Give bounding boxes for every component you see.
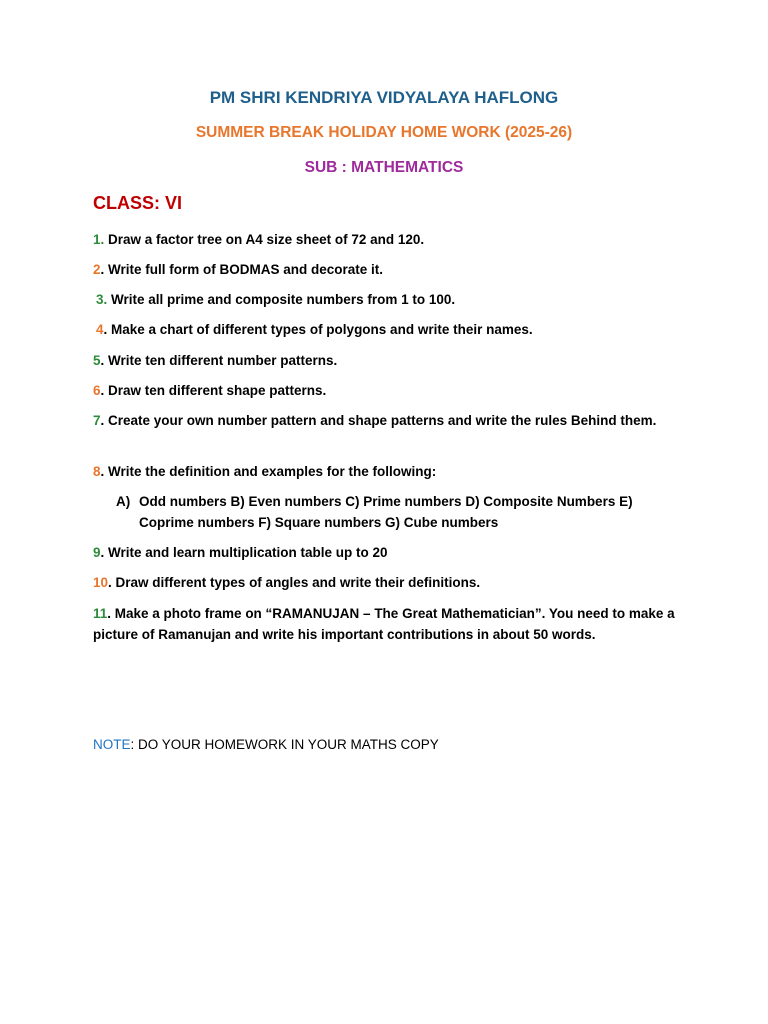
task-item-1 [93, 230, 683, 251]
task-number: 5 [93, 353, 101, 368]
task-number: 10 [93, 575, 109, 590]
task-number: 2 [93, 262, 101, 277]
task-text: . Write and learn multiplication table up to 20 [100, 545, 388, 560]
task-text: . Make a chart of different types of polygons and write their names. [103, 322, 533, 337]
task-item-5 [93, 351, 683, 372]
note-label: NOTE [93, 737, 131, 752]
task-number: 4 [96, 322, 104, 337]
task-number: 7 [93, 413, 101, 428]
task-number: 11 [93, 606, 108, 621]
task-text: . Write full form of BODMAS and decorate it. [100, 262, 384, 277]
task-item-11 [93, 604, 683, 645]
task-text: . Write the definition and examples for the following: [100, 464, 437, 479]
sub-item-text: Odd numbers B) Even numbers C) Prime numbers D) Composite Numbers E) Coprime numbers F) Square numbers G) Cube numbers [139, 494, 633, 530]
task-item-3 [96, 290, 686, 311]
task-item-2 [93, 260, 683, 281]
task-item-9 [93, 543, 683, 564]
school-title: PM SHRI KENDRIYA VIDYALAYA HAFLONG [209, 88, 559, 107]
homework-title: SUMMER BREAK HOLIDAY HOME WORK (2025-26) [195, 124, 573, 141]
task-text: . Draw different types of angles and write their definitions. [108, 575, 481, 590]
task-text: . Write ten different number patterns. [100, 353, 338, 368]
task-item-8 [93, 462, 683, 483]
class-label: CLASS: VI [93, 193, 183, 213]
task-item-7 [93, 411, 683, 432]
task-number: 1. [93, 232, 105, 247]
task-text: . Draw ten different shape patterns. [100, 383, 327, 398]
sub-item-marker: A) [116, 494, 131, 509]
task-text: Draw a factor tree on A4 size sheet of 72 and 120. [104, 232, 425, 247]
subject-line: SUB : MATHEMATICS [304, 159, 464, 176]
task-text: . Create your own number pattern and shape patterns and write the rules Behind them. [100, 413, 657, 428]
task-text: Write all prime and composite numbers from 1 to 100. [107, 292, 456, 307]
task-number: 8 [93, 464, 101, 479]
note-text: : DO YOUR HOMEWORK IN YOUR MATHS COPY [130, 737, 439, 752]
task-item-10 [93, 573, 683, 594]
task-number: 3. [96, 292, 108, 307]
task-item-6 [93, 381, 683, 402]
task-number: 6 [93, 383, 101, 398]
task-number: 9 [93, 545, 101, 560]
note-line [93, 737, 439, 752]
task-item-4 [96, 320, 686, 341]
task-text: . Make a photo frame on “RAMANUJAN – The Great Mathematician”. You need to make a picture of Ramanujan and write his important contributions in about 50 words. [93, 606, 675, 642]
